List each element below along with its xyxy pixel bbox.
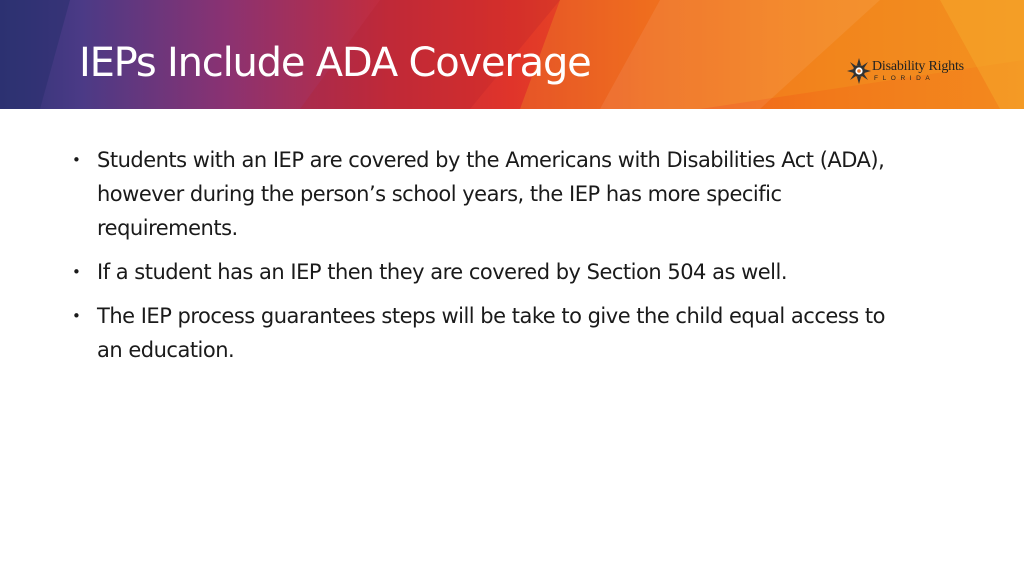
bullet-icon: • xyxy=(72,151,81,169)
bullet-item xyxy=(72,143,912,245)
bullet-list xyxy=(72,143,912,377)
bullet-item xyxy=(72,255,912,289)
bullet-item xyxy=(72,299,912,367)
bullet-text: If a student has an IEP then they are covered by Section 504 as well. xyxy=(97,260,788,284)
bullet-icon: • xyxy=(72,263,81,281)
slide-header xyxy=(0,0,1024,109)
slide-title: IEPs Include ADA Coverage xyxy=(79,40,591,86)
bullet-text: Students with an IEP are covered by the Americans with Disabilities Act (ADA), however during the person’s school years, the IEP has more specific requirements. xyxy=(97,148,885,240)
disability-rights-florida-logo xyxy=(846,57,986,87)
bullet-icon: • xyxy=(72,307,81,325)
logo-brand-text: Disability Rights xyxy=(872,59,964,74)
logo-state-text: FLORIDA xyxy=(874,75,935,82)
bullet-text: The IEP process guarantees steps will be take to give the child equal access to an education. xyxy=(97,304,885,362)
sun-emblem-icon xyxy=(846,57,872,85)
